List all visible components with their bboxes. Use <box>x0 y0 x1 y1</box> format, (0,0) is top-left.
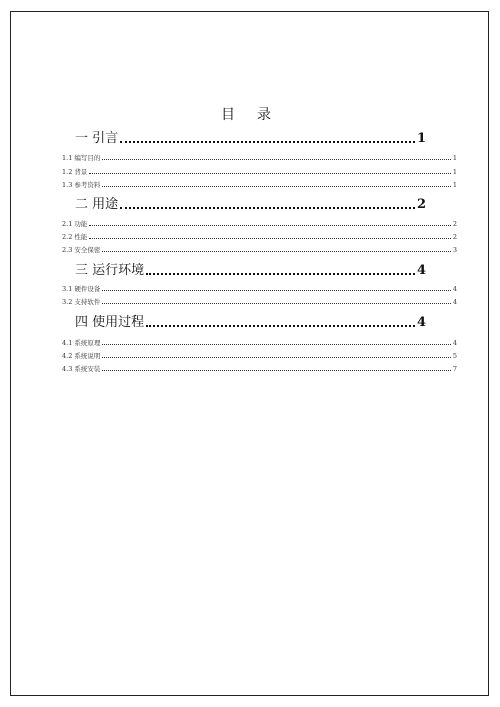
toc-section-label: 4.3 系统安装 <box>62 365 101 373</box>
toc-section-label: 4.1 系统原理 <box>62 339 101 347</box>
dot-leader <box>102 159 450 160</box>
dot-leader <box>146 273 415 275</box>
toc-page-number: 2 <box>416 197 426 212</box>
dot-leader <box>89 238 450 239</box>
dot-leader <box>102 186 450 187</box>
toc-section[interactable] <box>62 285 457 293</box>
toc-section[interactable] <box>62 365 457 373</box>
dot-leader <box>120 207 415 209</box>
dot-leader <box>120 141 415 143</box>
toc-section[interactable] <box>62 168 457 176</box>
toc-page-number: 7 <box>452 365 457 373</box>
toc-section[interactable] <box>62 298 457 306</box>
toc-page-number: 4 <box>416 263 426 278</box>
toc-section[interactable] <box>62 233 457 241</box>
toc-chapter-label: 一 引言 <box>75 131 119 146</box>
toc-page-number: 4 <box>416 315 426 330</box>
toc-page-number: 4 <box>452 298 457 306</box>
toc-page-number: 1 <box>416 131 426 146</box>
toc-page-number: 4 <box>452 285 457 293</box>
dot-leader <box>102 370 450 371</box>
toc-section[interactable] <box>62 154 457 162</box>
toc-chapter[interactable] <box>75 315 426 330</box>
toc-chapter-label: 四 使用过程 <box>75 315 145 330</box>
toc-section-label: 2.3 安全保密 <box>62 246 101 254</box>
dot-leader <box>146 325 415 327</box>
toc-page-number: 5 <box>452 352 457 360</box>
toc-page-number: 2 <box>452 220 457 228</box>
toc-section[interactable] <box>62 181 457 189</box>
toc-section[interactable] <box>62 339 457 347</box>
toc-section-label: 3.2 支持软件 <box>62 298 101 306</box>
toc-page-number: 2 <box>452 233 457 241</box>
toc-section[interactable] <box>62 352 457 360</box>
dot-leader <box>102 303 450 304</box>
toc-page-number: 1 <box>452 168 457 176</box>
dot-leader <box>102 290 450 291</box>
toc-chapter[interactable] <box>75 131 426 146</box>
toc-section-label: 4.2 系统说明 <box>62 352 101 360</box>
toc-page-number: 3 <box>452 246 457 254</box>
toc-page-number: 4 <box>452 339 457 347</box>
toc-section-label: 1.3 参考资料 <box>62 181 101 189</box>
dot-leader <box>102 344 450 345</box>
dot-leader <box>102 251 450 252</box>
toc-page-number: 1 <box>452 181 457 189</box>
toc-chapter[interactable] <box>75 197 426 212</box>
toc-chapter-label: 三 运行环境 <box>75 263 145 278</box>
toc-chapter[interactable] <box>75 263 426 278</box>
toc-page-number: 1 <box>452 154 457 162</box>
toc-section[interactable] <box>62 246 457 254</box>
toc-section-label: 2.2 性能 <box>62 233 88 241</box>
toc-chapter-label: 二 用途 <box>75 197 119 212</box>
toc-section-label: 2.1 功能 <box>62 220 88 228</box>
toc-section-label: 1.1 编写目的 <box>62 154 101 162</box>
toc-title: 目录 <box>221 107 293 123</box>
dot-leader <box>89 225 450 226</box>
toc-section-label: 1.2 背景 <box>62 168 88 176</box>
dot-leader <box>102 357 450 358</box>
toc-section[interactable] <box>62 220 457 228</box>
toc-section-label: 3.1 硬件设备 <box>62 285 101 293</box>
dot-leader <box>89 173 450 174</box>
